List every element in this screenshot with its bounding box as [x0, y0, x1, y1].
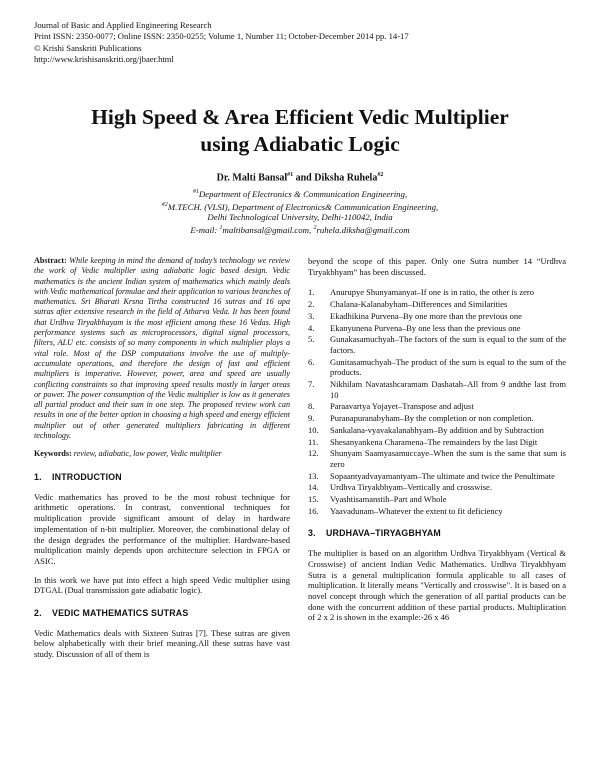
list-item-text: Puranapuranabyham–By the completion or non completion. — [330, 413, 534, 424]
list-item-number: 1. — [308, 287, 315, 298]
affiliation-2-text: M.TECH. (VLSI), Department of Electronics& Communication Engineering, — [167, 201, 439, 212]
journal-header — [34, 20, 409, 66]
section-2-number: 2. — [34, 608, 42, 619]
list-item-number: 2. — [308, 299, 315, 310]
list-item-number: 16. — [308, 505, 319, 516]
journal-copyright: © Krishi Sanskriti Publications — [34, 42, 142, 53]
list-item — [308, 413, 566, 424]
list-item-text: Nikhilam Navatashcaramam Dashatah–All from 9 andthe last from 10 — [330, 379, 566, 400]
keywords-label: Keywords: — [34, 449, 72, 459]
list-item — [308, 334, 566, 355]
list-item-number: 5. — [308, 334, 315, 345]
list-item — [308, 448, 566, 469]
email-sup-1: 1 — [219, 224, 223, 231]
email-sup-2: 2 — [313, 224, 317, 231]
list-item — [308, 494, 566, 505]
list-item — [308, 471, 566, 482]
email-2[interactable]: ruhela.diksha@gmail.com — [316, 224, 410, 235]
left-column — [34, 256, 290, 668]
section-heading-introduction — [34, 472, 290, 483]
list-item-number: 9. — [308, 413, 315, 424]
list-item-number: 13. — [308, 470, 319, 481]
affiliation-2-sup: #2 — [161, 201, 168, 208]
list-item-number: 3. — [308, 310, 315, 321]
paper-title — [30, 104, 570, 158]
keywords-text: review, adiabatic, low power, Vedic multiplier — [71, 449, 222, 459]
list-item-number: 10. — [308, 424, 319, 435]
affiliations — [0, 187, 600, 235]
sutras-paragraph: Vedic Mathematics deals with Sixteen Sutras [7]. These sutras are given below alphabetically with their brief meaning.All these sutras have vast study. Discussion of all of them is — [34, 627, 290, 660]
affiliation-1-sup: #1 — [192, 189, 199, 195]
section-3-title: URDHAVA–TIRYAGBHYAM — [326, 528, 441, 539]
email-line — [0, 223, 600, 236]
author-2-sup: #2 — [377, 172, 384, 178]
keywords — [34, 449, 290, 460]
list-item-text: Vyashtisamanstih–Part and Whole — [330, 494, 447, 505]
list-item-number: 14. — [308, 482, 319, 493]
email-prefix: E-mail: — [190, 224, 220, 235]
list-item — [308, 425, 566, 436]
list-item — [308, 379, 566, 400]
list-item-text: Sankalana-vyavakalanabhyam–By addition and by Subtraction — [330, 424, 544, 435]
section-2-title: VEDIC MATHEMATICS SUTRAS — [52, 608, 189, 619]
list-item-text: Urdhva Tiryakbhyam–Vertically and crosswise. — [330, 482, 492, 493]
title-line-1: High Speed & Area Efficient Vedic Multiplier — [91, 105, 509, 129]
section-1-number: 1. — [34, 472, 42, 483]
author-line — [0, 172, 600, 183]
sutra-list — [308, 287, 566, 516]
list-item-text: Sopaantyadvayamantyam–The ultimate and twice the Penultimate — [330, 470, 555, 481]
list-item — [308, 401, 566, 412]
list-item-text: Ekadhikina Purvena–By one more than the previous one — [330, 310, 522, 321]
list-item — [308, 323, 566, 334]
list-item — [308, 287, 566, 298]
list-item — [308, 311, 566, 322]
title-line-2: using Adiabatic Logic — [200, 132, 400, 156]
list-item-number: 6. — [308, 356, 315, 367]
journal-url[interactable]: http://www.krishisanskriti.org/jbaer.html — [34, 54, 174, 65]
list-item-text: Chalana-Kalanabyham–Differences and Similarities — [330, 299, 508, 310]
affiliation-2 — [0, 200, 600, 213]
list-item-text: Ekanyunena Purvena–By one less than the previous one — [330, 322, 521, 333]
list-item — [308, 506, 566, 517]
list-item-number: 11. — [308, 436, 319, 447]
urdhava-paragraph: The multiplier is based on an algorithm Urdhva Tiryakbhyam (Vertical & Crosswise) of ancient Indian Vedic Mathematics. Urdhva Tiryakbhyam Sutra is a general multiplication formula applicable to all cases of multiplication. It literally means "Vertically and crosswise". It is based on a novel concept through which the generation of all partial products can be done with the concurrent addition of these partial products. Multiplication of 2 x 2 is shown in the example:-26 x 46 — [308, 548, 566, 623]
abstract-label: Abstract: — [34, 256, 67, 265]
list-item — [308, 482, 566, 493]
list-item-text: Paraavartya Yojayet–Transpose and adjust — [330, 401, 474, 412]
section-3-number: 3. — [308, 528, 316, 539]
author-2: Diksha Ruhela — [314, 172, 378, 184]
list-item — [308, 437, 566, 448]
list-item-text: Yaavadunam–Whatever the extent to fit deficiency — [330, 505, 503, 516]
right-column — [308, 256, 566, 631]
affiliation-1 — [0, 187, 600, 200]
author-1: Dr. Malti Bansal — [216, 172, 288, 184]
list-item-number: 8. — [308, 401, 315, 412]
section-1-title: INTRODUCTION — [52, 472, 122, 483]
intro-paragraph-1: Vedic mathematics has proved to be the most robust technique for arithmetic operations. In contrast, conventional techniques for multiplication provide significant amount of delay in hardware implementation of n-bit multiplier. Moreover, the combinational delay of the design degrades the performance of the multiplier. Hardware-based multiplication mainly depends upon architecture selection in FPGA or ASIC. — [34, 491, 290, 566]
email-1[interactable]: maltibansal@gmail.com, — [222, 224, 314, 235]
affiliation-1-text: Department of Electronics & Communication Engineering, — [198, 188, 408, 199]
sutras-paragraph-continued: beyond the scope of this paper. Only one Sutra number 14 “Urdhva Tiryakbhyam” has been discussed. — [308, 256, 566, 277]
list-item — [308, 357, 566, 378]
section-heading-urdhava — [308, 528, 566, 539]
author-1-sup: #1 — [287, 172, 294, 178]
list-item-text: Gunakasamuchyah–The factors of the sum is equal to the sum of the factors. — [330, 334, 566, 355]
list-item-text: Gunitasamuchyah–The product of the sum is equal to the sum of the products. — [330, 356, 566, 378]
list-item-number: 4. — [308, 322, 315, 333]
intro-paragraph-2: In this work we have put into effect a high speed Vedic multiplier using DTGAL (Dual transmission gate adiabatic logic). — [34, 574, 290, 596]
list-item-text: Shesanyankena Charamena–The remainders by the last Digit — [330, 436, 538, 447]
list-item — [308, 299, 566, 310]
journal-name: Journal of Basic and Applied Engineering Research — [34, 20, 212, 30]
affiliation-3: Delhi Technological University, Delhi-110042, India — [207, 212, 393, 223]
abstract — [34, 256, 290, 441]
list-item-number: 12. — [308, 448, 319, 459]
abstract-text: While keeping in mind the demand of today’s technology we review the work of Vedic multiplier using adiabatic logic based design. Vedic mathematics is the ancient Indian system of mathematics which mainly deals with Vedic mathematical formulae and their application to various branches of mathematics. Sri Bharati Krsna Tirtha constructed 16 sutras and 16 upa sutras after extensive research in the field of Atharva Veda. It has been found that Urdhva Tiryakbhayam is the most efficient among these 16 Vedas. High performance systems such as microprocessors, digital signal processors, filters, ALU etc. consists of so many components in which multiplier plays a vital role. Most of the DSP computations involve the use of multiply-accumulate operations, and therefore the design of fast and efficient multipliers is imperative. However, power, area and speed are usually conflicting constraints so that improving speed results mostly in larger areas or power. The power consumption of the Vedic multiplier is low as it generates all partial product and their sum in one step. The proposed review work can results in one of the better option in choosing a high speed and energy efficient multiplier out of other generated multipliers fabricating in different technology. — [34, 256, 290, 441]
list-item-number: 15. — [308, 494, 319, 505]
list-item-number: 7. — [308, 379, 315, 390]
list-item-text: Anurupye Shunyamanyat–If one is in ratio, the other is zero — [330, 287, 534, 298]
author-and: and — [293, 172, 315, 184]
section-heading-vedic-sutras — [34, 608, 290, 619]
list-item-text: Shunyam Saamyasamuccaye–When the sum is the same that sum is zero — [330, 448, 566, 469]
journal-issn: Print ISSN: 2350-0077; Online ISSN: 2350-0255; Volume 1, Number 11; October-December 2014 pp. 14-17 — [34, 31, 409, 42]
